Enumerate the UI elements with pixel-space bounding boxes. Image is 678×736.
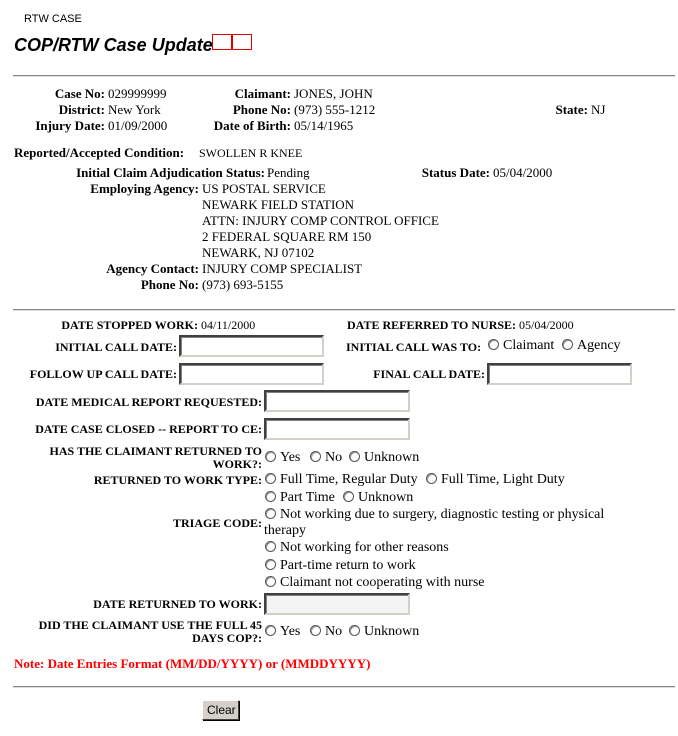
- condition-value: SWOLLEN R KNEE: [199, 146, 303, 160]
- date-referred-value: 05/04/2000: [519, 318, 574, 332]
- district-label: District:: [58, 102, 105, 117]
- state-label: State:: [555, 102, 588, 117]
- returned-yes[interactable]: [265, 450, 300, 466]
- phone-value: (973) 555-1212: [294, 102, 376, 117]
- triage-not-working-other[interactable]: [265, 540, 449, 556]
- case-closed-date-input[interactable]: [264, 418, 410, 440]
- date-returned-label: DATE RETURNED TO WORK:: [93, 597, 262, 611]
- radio-icon[interactable]: [343, 491, 354, 502]
- follow-up-date-input[interactable]: [179, 363, 324, 385]
- agency-line-4: 2 FEDERAL SQUARE RM 150: [202, 229, 372, 244]
- case-no-label: Case No:: [54, 86, 105, 101]
- case-no-value: 029999999: [108, 86, 167, 101]
- initial-call-label: INITIAL CALL DATE:: [55, 340, 177, 354]
- triage-part-time-return[interactable]: [265, 558, 416, 574]
- option-label: No: [325, 624, 343, 639]
- radio-icon[interactable]: [265, 473, 276, 484]
- radio-icon[interactable]: [265, 559, 276, 570]
- claimant-value: JONES, JOHN: [294, 86, 373, 101]
- divider: [13, 686, 675, 688]
- agency-label: Employing Agency:: [90, 181, 199, 196]
- agency-line-5: NEWARK, NJ 07102: [202, 245, 315, 260]
- agency-contact-label: Agency Contact:: [106, 261, 199, 276]
- adjudication-value: Pending: [267, 165, 310, 180]
- option-label: Not working due to surgery, diagnostic testing or physical: [280, 507, 605, 522]
- radio-icon[interactable]: [349, 451, 360, 462]
- agency-contact-value: INJURY COMP SPECIALIST: [202, 261, 363, 276]
- option-label: Full Time, Regular Duty: [280, 472, 418, 487]
- medical-report-date-input[interactable]: [264, 390, 410, 412]
- injury-date-value: 01/09/2000: [108, 118, 168, 133]
- clear-button[interactable]: Clear: [202, 700, 239, 720]
- option-label: Unknown: [364, 624, 420, 639]
- district-value: New York: [108, 102, 161, 117]
- date-stopped-value: 04/11/2000: [201, 318, 256, 332]
- rtw-type-unknown[interactable]: [343, 490, 413, 506]
- returned-label-1: HAS THE CLAIMANT RETURNED TO: [49, 444, 262, 458]
- injury-date-label: Injury Date:: [35, 118, 105, 133]
- triage-option-continuation: therapy: [264, 523, 306, 538]
- radio-icon[interactable]: [265, 576, 276, 587]
- title-red-box-2: [232, 34, 252, 50]
- claimant-label: Claimant:: [234, 86, 291, 101]
- radio-icon[interactable]: [349, 625, 360, 636]
- returned-no[interactable]: [310, 450, 342, 466]
- full45-label-2: DAYS COP?:: [192, 631, 262, 645]
- option-label: Yes: [280, 450, 301, 465]
- option-label: No: [325, 450, 343, 465]
- date-referred-label: DATE REFERRED TO NURSE:: [347, 318, 517, 332]
- status-date-label: Status Date:: [421, 165, 490, 180]
- agency-line-1: US POSTAL SERVICE: [202, 181, 326, 196]
- contact-phone-value: (973) 693-5155: [202, 277, 284, 292]
- adjudication-label: Initial Claim Adjudication Status:: [76, 165, 265, 180]
- radio-icon[interactable]: [265, 491, 276, 502]
- option-label: Part-time return to work: [280, 558, 416, 573]
- rtw-type-full-regular[interactable]: [265, 472, 418, 488]
- option-label: Agency: [577, 338, 621, 353]
- returned-unknown[interactable]: [349, 450, 419, 466]
- full45-unknown[interactable]: [349, 624, 419, 640]
- final-call-label: FINAL CALL DATE:: [373, 367, 485, 381]
- rtw-type-label: RETURNED TO WORK TYPE:: [93, 473, 262, 487]
- option-label: Not working for other reasons: [280, 540, 449, 555]
- full45-yes[interactable]: [265, 624, 300, 640]
- agency-line-3: ATTN: INJURY COMP CONTROL OFFICE: [202, 213, 439, 228]
- window-label: RTW CASE: [24, 13, 82, 25]
- date-stopped-label: DATE STOPPED WORK:: [61, 318, 198, 332]
- radio-icon[interactable]: [310, 451, 321, 462]
- radio-icon[interactable]: [310, 625, 321, 636]
- title-red-box-1: [212, 34, 232, 50]
- triage-label: TRIAGE CODE:: [172, 516, 262, 530]
- radio-icon[interactable]: [265, 508, 276, 519]
- case-closed-label: DATE CASE CLOSED -- REPORT TO CE:: [35, 422, 262, 436]
- option-label: Claimant: [503, 338, 555, 353]
- final-call-date-input[interactable]: [487, 363, 632, 385]
- dob-label: Date of Birth:: [213, 118, 291, 133]
- agency-line-2: NEWARK FIELD STATION: [202, 197, 355, 212]
- radio-icon[interactable]: [562, 339, 573, 350]
- initial-call-date-input[interactable]: [179, 335, 324, 357]
- full45-no[interactable]: [310, 624, 342, 640]
- option-label: Yes: [280, 624, 301, 639]
- phone-label: Phone No:: [232, 102, 291, 117]
- rtw-type-full-light[interactable]: [426, 472, 565, 488]
- medical-report-label: DATE MEDICAL REPORT REQUESTED:: [35, 395, 262, 409]
- initial-call-to-label: INITIAL CALL WAS TO:: [346, 340, 482, 354]
- date-returned-input[interactable]: [264, 593, 410, 615]
- rtw-type-part-time[interactable]: [265, 490, 335, 506]
- contact-phone-label: Phone No:: [140, 277, 199, 292]
- state-value: NJ: [591, 102, 606, 117]
- radio-icon[interactable]: [426, 473, 437, 484]
- option-label: Claimant not cooperating with nurse: [280, 575, 485, 590]
- divider: [13, 75, 675, 77]
- radio-icon[interactable]: [488, 339, 499, 350]
- radio-icon[interactable]: [265, 541, 276, 552]
- radio-icon[interactable]: [265, 625, 276, 636]
- date-format-note: Note: Date Entries Format (MM/DD/YYYY) or (MMDDYYYY): [14, 656, 371, 671]
- status-date-value: 05/04/2000: [493, 165, 553, 180]
- follow-up-label: FOLLOW UP CALL DATE:: [29, 367, 177, 381]
- initial-call-to-agency[interactable]: [562, 338, 621, 354]
- divider: [13, 309, 675, 311]
- triage-not-working-surgery[interactable]: [265, 507, 604, 523]
- option-label: Part Time: [280, 490, 335, 505]
- condition-label: Reported/Accepted Condition:: [14, 145, 185, 160]
- option-label: Full Time, Light Duty: [441, 472, 565, 487]
- option-label: Unknown: [364, 450, 420, 465]
- page-title: COP/RTW Case Update: [14, 35, 213, 55]
- option-label: Unknown: [358, 490, 414, 505]
- triage-not-cooperating[interactable]: [265, 575, 485, 591]
- radio-icon[interactable]: [265, 451, 276, 462]
- returned-label-2: WORK?:: [212, 457, 262, 471]
- full45-label-1: DID THE CLAIMANT USE THE FULL 45: [38, 618, 262, 632]
- dob-value: 05/14/1965: [294, 118, 354, 133]
- initial-call-to-claimant[interactable]: [488, 338, 554, 354]
